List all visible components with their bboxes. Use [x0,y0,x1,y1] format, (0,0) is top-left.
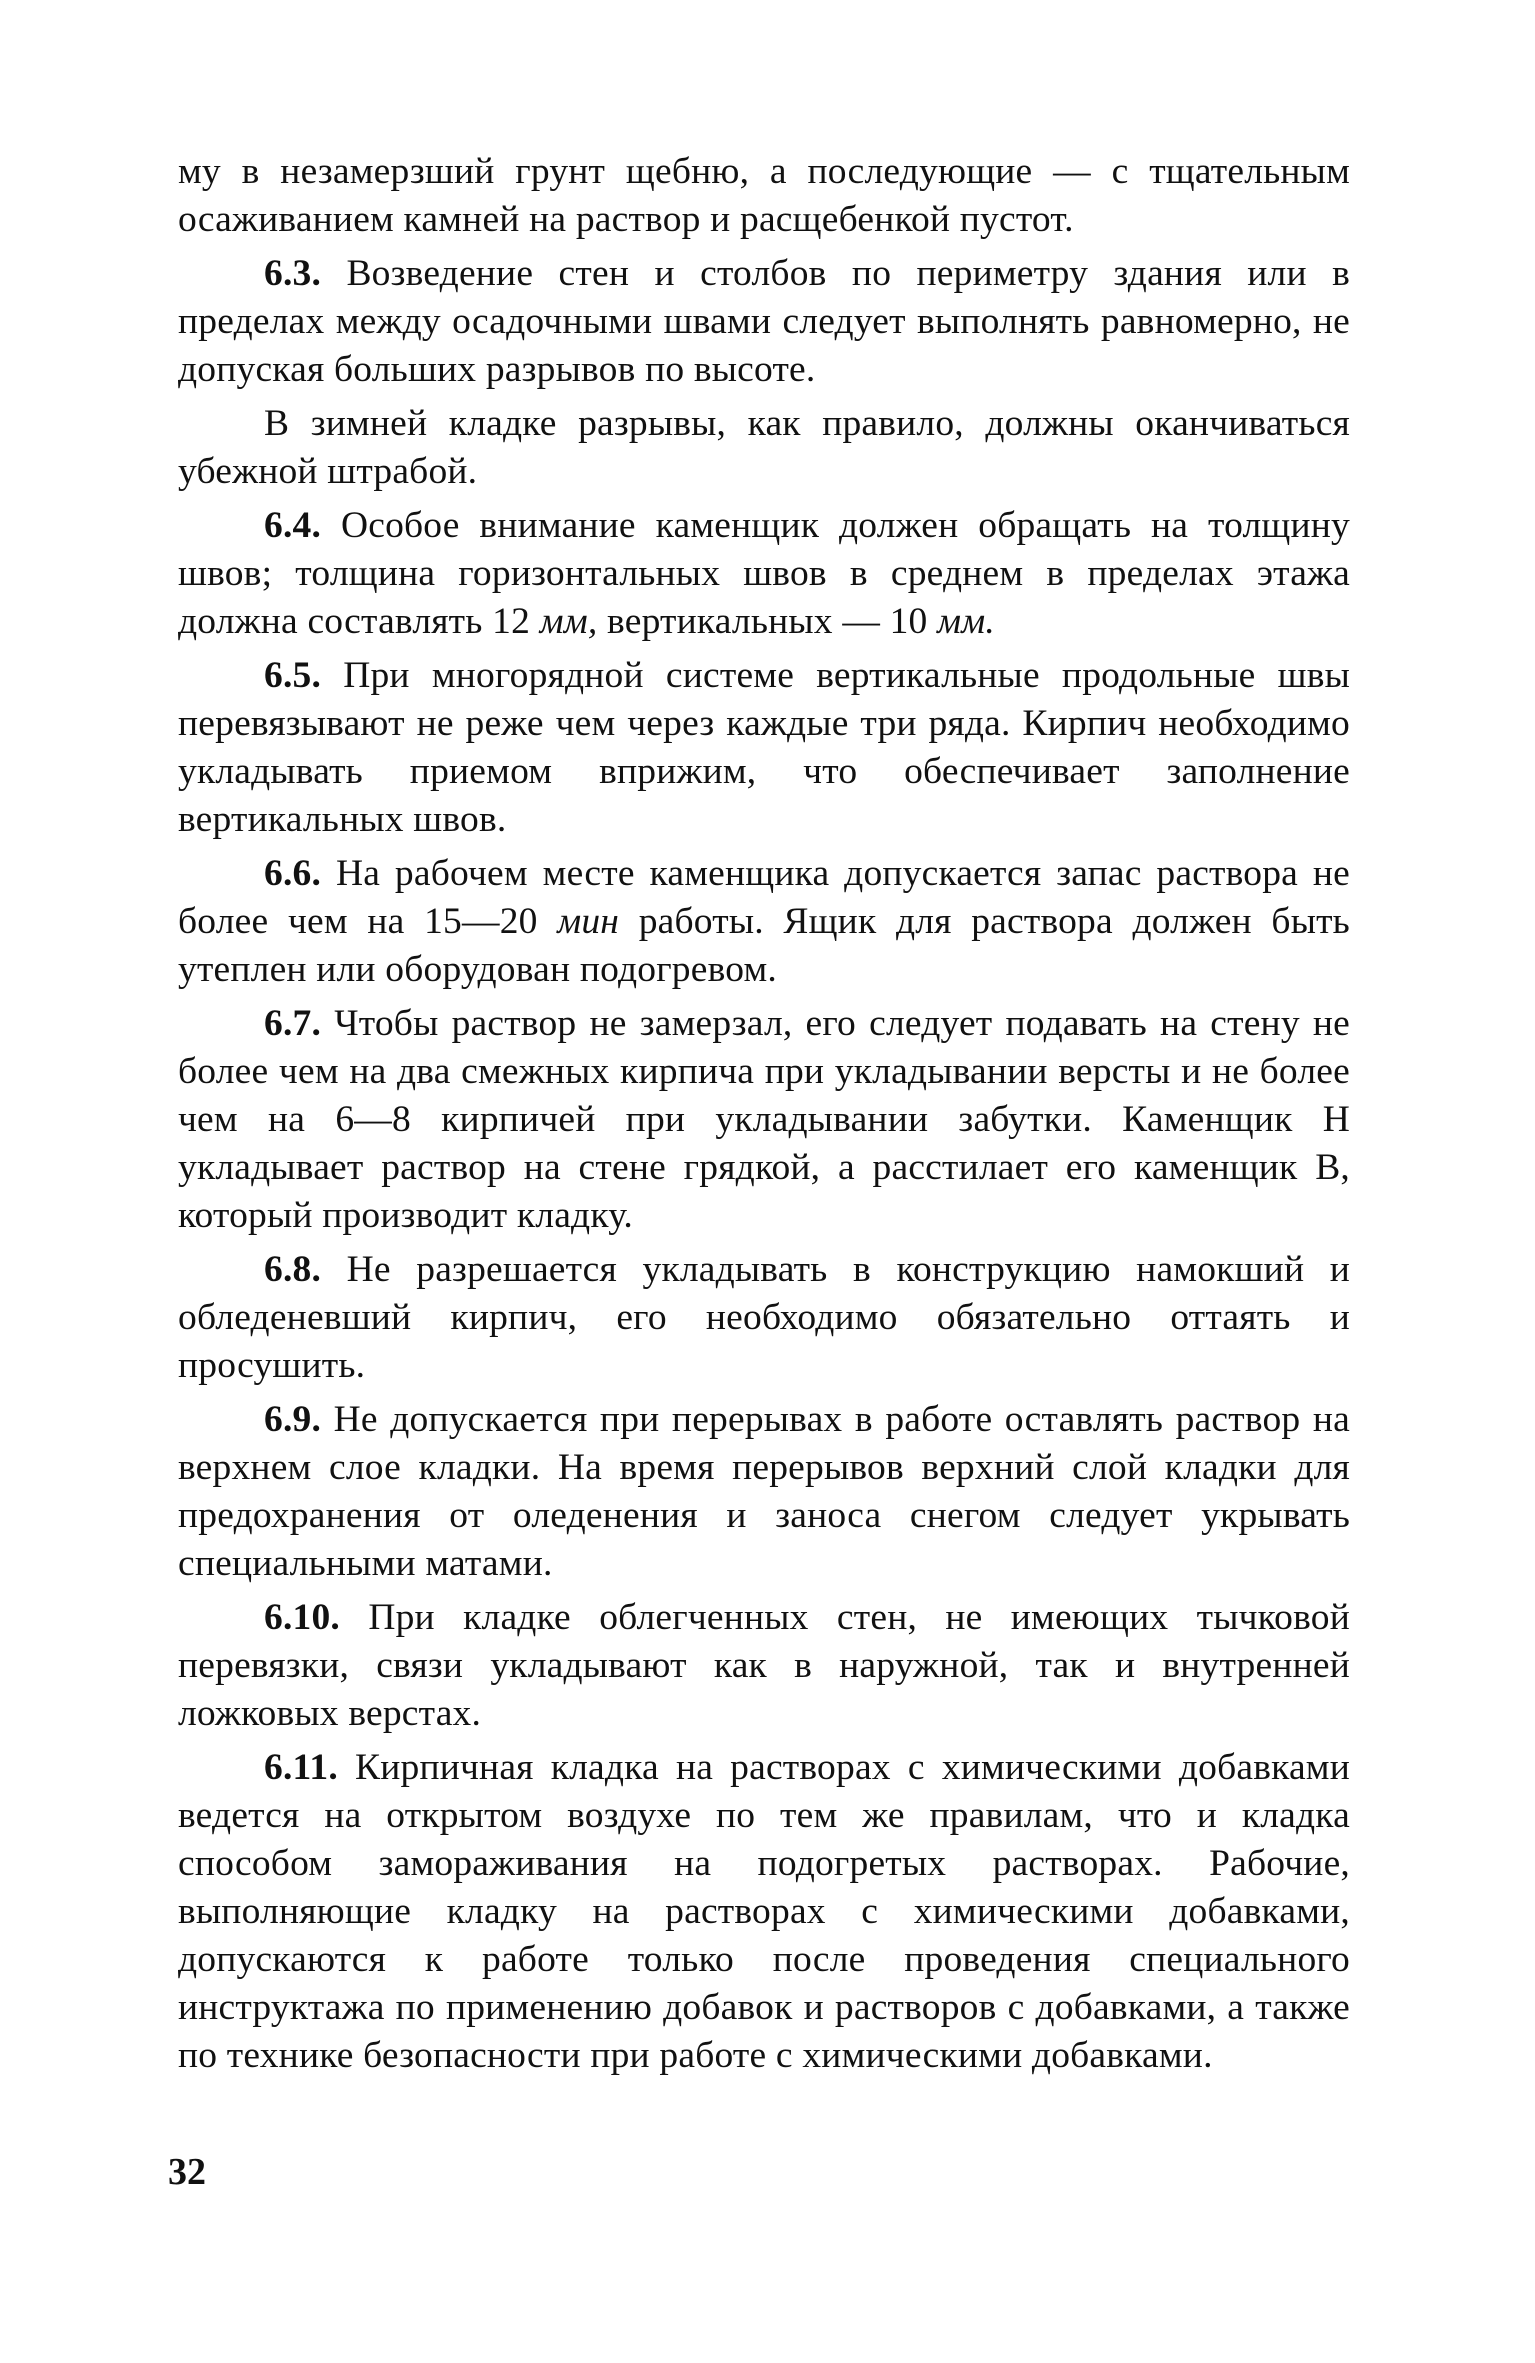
clause-number: 6.11. [264,1747,338,1788]
clause-number: 6.3. [264,253,322,294]
clause-number: 6.5. [264,655,322,696]
paragraph-text: Не допускается при перерывах в работе оставлять раствор на верхнем слое кладки. На время перерывов верхний слой кладки для предохранения от оледенения и заноса снегом следует укрывать специальными матами. [178,1399,1351,1584]
paragraph-6-8 [178,1246,1350,1390]
paragraph-text: Кирпичная кладка на растворах с химическими добавками ведется на открытом воздухе по тем же правилам, что и кладка способом замораживания на подогретых растворах. Рабочие, выполняющие кладку на растворах с химическими добавками, допускаются к работе только после проведения специального инструктажа по применению добавок и растворов с добавками, а также по технике безопасности при работе с химическими добавками. [178,1747,1350,2076]
clause-number: 6.7. [264,1003,322,1044]
paragraph-6-6 [178,850,1350,994]
page-body [178,148,1350,2086]
unit-label: мм. [937,601,995,642]
paragraph-winter-note [178,400,1350,496]
paragraph-continuation [178,148,1350,244]
paragraph-6-11 [178,1744,1350,2080]
paragraph-text: Чтобы раствор не замерзал, его следует подавать на стену не более чем на два смежных кирпича при укладывании версты и не более чем на 6—8 кирпичей при укладывании забутки. Каменщик Н укладывает раствор на стене грядкой, а расстилает его каменщик В, который производит кладку. [178,1003,1350,1236]
paragraph-6-9 [178,1396,1350,1588]
clause-number: 6.8. [264,1249,322,1290]
paragraph-6-10 [178,1594,1350,1738]
clause-number: 6.9. [264,1399,322,1440]
page-number: 32 [168,2151,206,2193]
unit-label: мин [557,901,620,942]
paragraph-text: му в незамерзший грунт щебню, а последующие — с тщательным осаживанием камней на раствор и расщебенкой пустот. [178,151,1350,240]
paragraph-6-5 [178,652,1350,844]
paragraph-text: Не разрешается укладывать в конструкцию намокший и обледеневший кирпич, его необходимо обязательно оттаять и просушить. [178,1249,1351,1386]
paragraph-text: работы. Ящик для раствора должен быть утеплен или оборудован подогревом. [178,901,1350,990]
paragraph-text: вертикальных — 10 [597,601,938,642]
paragraph-6-3 [178,250,1350,394]
paragraph-text: При кладке облегченных стен, не имеющих тычковой перевязки, связи укладывают как в наружной, так и внутренней ложковых верстах. [178,1597,1350,1734]
clause-number: 6.4. [264,505,322,546]
paragraph-text: Возведение стен и столбов по периметру здания или в пределах между осадочными швами следует выполнять равномерно, не допуская больших разрывов по высоте. [178,253,1351,390]
clause-number: 6.10. [264,1597,340,1638]
paragraph-text: При многорядной системе вертикальные продольные швы перевязывают не реже чем через каждые три ряда. Кирпич необходимо укладывать приемом вприжим, что обеспечивает заполнение вертикальных швов. [178,655,1350,840]
paragraph-text: На рабочем месте каменщика допускается запас раствора не более чем на 15—20 [178,853,1351,942]
paragraph-text: В зимней кладке разрывы, как правило, должны оканчиваться убежной штрабой. [178,403,1350,492]
unit-label: мм, [539,601,598,642]
paragraph-text: Особое внимание каменщик должен обращать на толщину швов; толщина горизонтальных швов в среднем в пределах этажа должна составлять 12 [178,505,1350,642]
clause-number: 6.6. [264,853,322,894]
paragraph-6-7 [178,1000,1350,1240]
paragraph-6-4 [178,502,1350,646]
